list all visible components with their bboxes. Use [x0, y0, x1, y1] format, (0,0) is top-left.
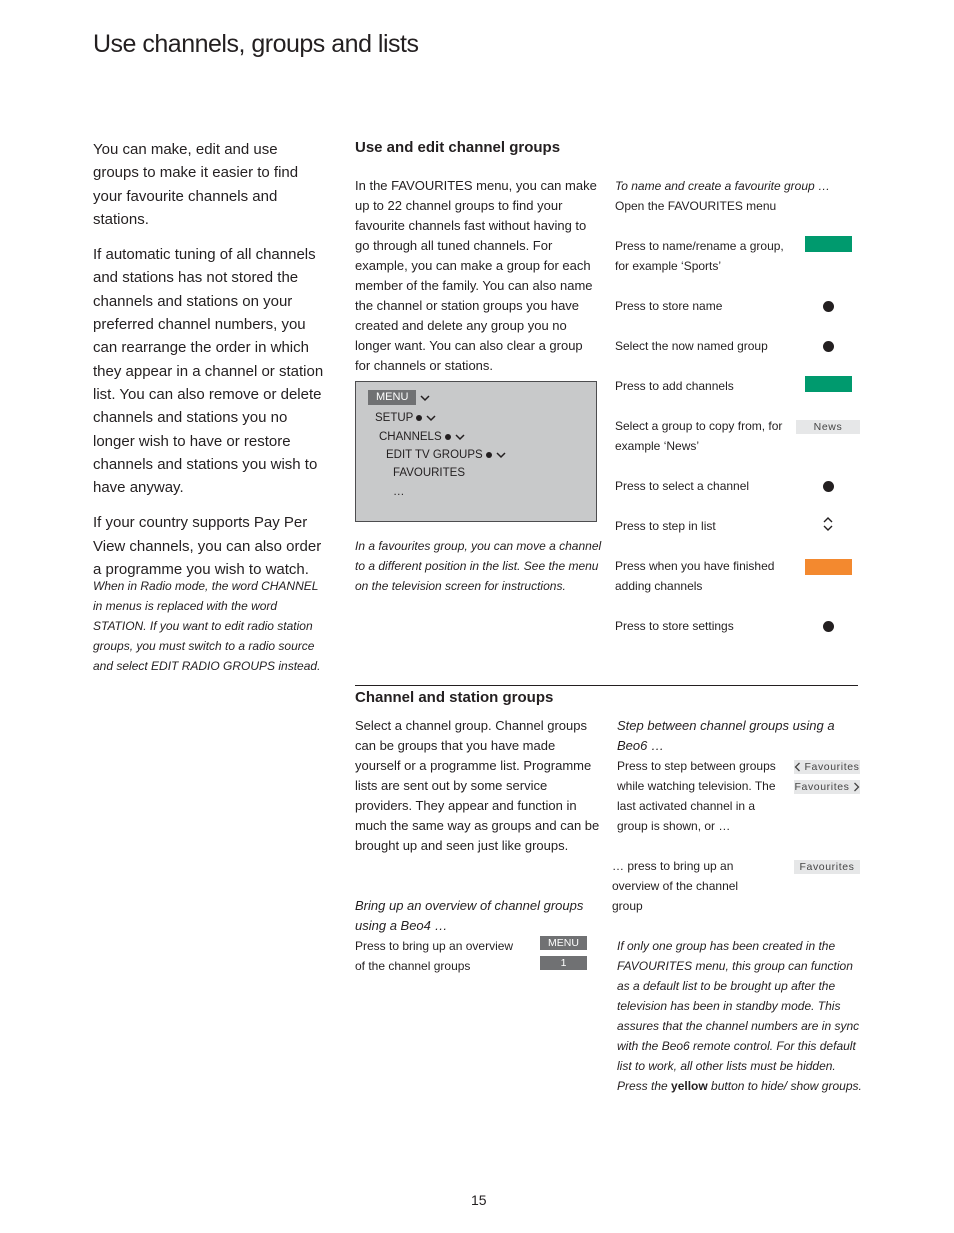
green-button [805, 376, 852, 392]
chevron-left-icon [794, 762, 801, 772]
osd-item-channels: CHANNELS [379, 431, 442, 443]
centre-button-icon [823, 481, 834, 492]
intro-paragraph: You can make, edit and use groups to make it easier to find your favourite channels and stations. [93, 141, 299, 228]
dot-icon [416, 415, 422, 421]
procedure-step: Open the FAVOURITES menu [615, 199, 777, 213]
beo4-step: Press to bring up an overview of the channel groups [355, 939, 514, 973]
chevron-down-icon [454, 431, 466, 443]
favourites-key: Favourites [794, 860, 860, 874]
osd-caption: In a favourites group, you can move a channel to a different position in the list. See the menu on the television screen for instructions. [355, 539, 602, 593]
favourites-left-key [794, 760, 860, 774]
centre-button-icon [823, 621, 834, 632]
chevron-down-icon [495, 449, 507, 461]
page-title: Use channels, groups and lists [93, 30, 419, 58]
procedure-step: Press when you have finished adding channels [615, 559, 775, 593]
beo6-step: … press to bring up an overview of the channel group [612, 859, 739, 913]
menu-key: MENU [540, 936, 587, 950]
section-divider [355, 685, 858, 686]
intro-paragraph: If your country supports Pay Per View channels, you can also order a programme you wish to watch. [93, 514, 322, 579]
news-label: News [796, 420, 860, 434]
section-body: Select a channel group. Channel groups can be groups that you have made yourself or a programme list. Programme lists are sent out by some service providers. They appear and function in much the same way as groups and can be brought up and seen just like groups. [355, 718, 600, 853]
procedure-step: Press to name/rename a group, for example ‘Sports’ [615, 239, 784, 273]
intro-paragraph: If automatic tuning of all channels and stations has not stored the channels and stations on your preferred channel numbers, you can rearrange the order in which they appear in a channel or station list. You can also remove or delete channels and stations you no longer wish to have or restore channels and stations you wish to have anyway. [93, 246, 324, 497]
orange-button [805, 559, 852, 575]
centre-button-icon [823, 301, 834, 312]
section-body: In the FAVOURITES menu, you can make up to 22 channel groups to find your favourite channels fast without having to go through all tuned channels. For example, you can make a group for each member of the family. You can also name the channel or station groups you have created and delete any group you no longer want. You can also clear a group for channels or stations. [355, 178, 597, 373]
note-yellow-emphasis: yellow [671, 1079, 708, 1093]
centre-button-icon [823, 341, 834, 352]
beo6-step: Press to step between groups while watching television. The last activated channel in a group is shown, or … [617, 759, 776, 833]
up-down-arrows-icon [821, 516, 835, 532]
beo6-title: Step between channel groups using a Beo6 … [617, 718, 835, 753]
dot-icon [445, 434, 451, 440]
dot-icon [486, 452, 492, 458]
note-text: If only one group has been created in the FAVOURITES menu, this group can function as a default list to be brought up after the television has been in standby mode. This assures that the channel numbers are in sync with the Beo6 remote control. For this default list to work, all other lists must be hidden. Press the [617, 939, 860, 1093]
osd-item-ellipsis: … [393, 486, 405, 498]
chevron-down-icon [419, 392, 431, 404]
radio-mode-note: When in Radio mode, the word CHANNEL in menus is replaced with the word STATION. If you want to edit radio station groups, you must switch to a radio source and select EDIT RADIO GROUPS instead. [93, 579, 321, 673]
favourites-right-key [794, 780, 860, 794]
chevron-down-icon [425, 412, 437, 424]
note-text: button to hide/ show groups. [707, 1079, 862, 1093]
procedure-step: Press to step in list [615, 519, 716, 533]
osd-item-edit-tv-groups: EDIT TV GROUPS [386, 449, 483, 461]
menu-key-label: MENU [368, 390, 416, 405]
number-key: 1 [540, 956, 587, 970]
favourites-key-label: Favourites [804, 761, 860, 773]
page-number: 15 [471, 1192, 487, 1208]
osd-menu-illustration [355, 381, 597, 522]
osd-item-setup: SETUP [375, 412, 414, 424]
procedure-step: Select the now named group [615, 339, 768, 353]
procedure-step: Press to store name [615, 299, 723, 313]
intro-text [93, 138, 325, 593]
green-button [805, 236, 852, 252]
procedure-step: Press to select a channel [615, 479, 750, 493]
chevron-right-icon [853, 782, 860, 792]
default-list-note [617, 936, 865, 1096]
procedure-title: To name and create a favourite group … [615, 179, 831, 193]
procedure-step: Press to store settings [615, 619, 734, 633]
favourites-key-label: Favourites [794, 781, 850, 793]
section-heading: Use and edit channel groups [355, 139, 561, 156]
procedure-step: Select a group to copy from, for example ‘News’ [615, 419, 783, 453]
osd-item-favourites: FAVOURITES [393, 467, 465, 479]
section-heading: Channel and station groups [355, 689, 554, 706]
procedure-step: Press to add channels [615, 379, 734, 393]
beo4-title: Bring up an overview of channel groups using a Beo4 … [355, 898, 584, 933]
